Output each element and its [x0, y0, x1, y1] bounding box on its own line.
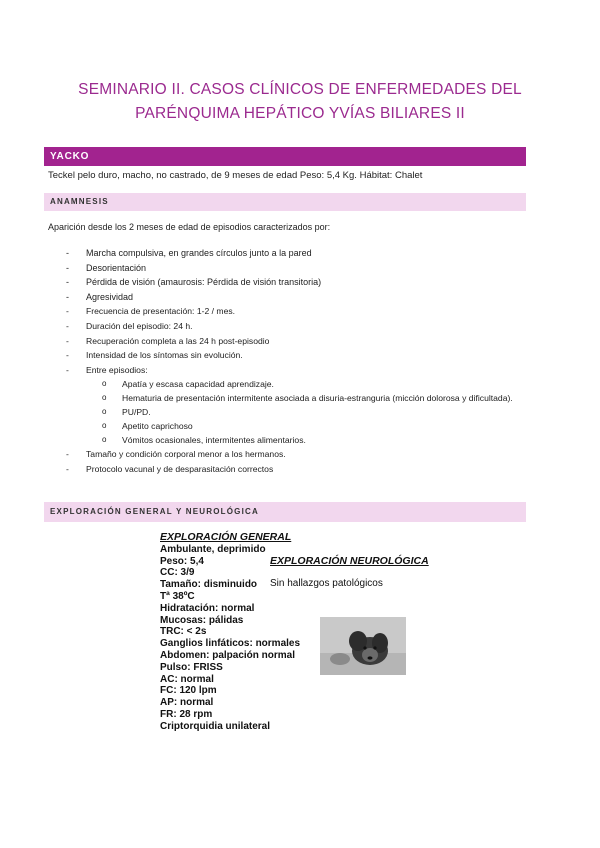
- title-line-1: SEMINARIO II. CASOS CLÍNICOS DE ENFERMEDADES DEL: [78, 81, 522, 98]
- neurological-exploration: [270, 555, 429, 589]
- list-item-label: Entre episodios:: [86, 364, 148, 375]
- list-item: - Agresividad: [66, 290, 526, 305]
- sub-list: [86, 377, 526, 447]
- neurological-result: Sin hallazgos patológicos: [270, 578, 383, 589]
- exam-item: FR: 28 rpm: [160, 708, 213, 720]
- exam-item: Mucosas: pálidas: [160, 614, 244, 626]
- list-item: - Desorientación: [66, 261, 526, 276]
- exam-item: Abdomen: palpación normal: [160, 649, 296, 661]
- list-item: - Duración del episodio: 24 h.: [66, 319, 526, 334]
- sub-list-item: o Apetito caprichoso: [86, 419, 526, 433]
- sub-list-item: o PU/PD.: [86, 405, 526, 419]
- list-item: - Recuperación completa a las 24 h post-episodio: [66, 334, 526, 349]
- list-item: - Intensidad de los síntomas sin evolución.: [66, 348, 526, 363]
- list-item: - Protocolo vacunal y de desparasitación correctos: [66, 462, 526, 477]
- neurological-exploration-title: EXPLORACIÓN NEUROLÓGICA: [270, 555, 429, 567]
- patient-description: Teckel pelo duro, macho, no castrado, de 9 meses de edad Peso: 5,4 Kg. Hábitat: Chalet: [48, 170, 423, 181]
- exam-item: Peso: 5,4: [160, 555, 204, 567]
- patient-name-header: YACKO: [44, 147, 526, 166]
- exam-item: Ambulante, deprimido: [160, 543, 266, 555]
- title-line-2: PARÉNQUIMA HEPÁTICO YVÍAS BILIARES II: [135, 105, 465, 122]
- exam-item: FC: 120 lpm: [160, 685, 217, 697]
- sub-list-item: o Vómitos ocasionales, intermitentes alimentarios.: [86, 433, 526, 447]
- list-item: - Marcha compulsiva, en grandes círculos junto a la pared: [66, 246, 526, 261]
- exam-item: AP: normal: [160, 697, 214, 709]
- list-item: - Tamaño y condición corporal menor a los hermanos.: [66, 447, 526, 462]
- general-exploration-title: EXPLORACIÓN GENERAL: [160, 531, 292, 543]
- anamnesis-list: [66, 246, 526, 477]
- exam-item: Tamaño: disminuido: [160, 579, 258, 591]
- exam-item: CC: 3/9: [160, 567, 195, 579]
- list-item: - Frecuencia de presentación: 1-2 / mes.: [66, 304, 526, 319]
- list-item: - Pérdida de visión (amaurosis: Pérdida de visión transitoria): [66, 275, 526, 290]
- exam-item: Criptorquidia unilateral: [160, 720, 271, 732]
- anamnesis-intro: Aparición desde los 2 meses de edad de episodios caracterizados por:: [48, 222, 331, 232]
- exam-item: Pulso: FRISS: [160, 661, 223, 673]
- dog-photo: [320, 617, 406, 675]
- sub-list-item: o Apatía y escasa capacidad aprendizaje.: [86, 377, 526, 391]
- exam-item: Tª 38ºC: [160, 590, 195, 602]
- list-item: [66, 363, 526, 448]
- exam-item: Ganglios linfáticos: normales: [160, 638, 301, 650]
- dog-illustration: [320, 617, 406, 675]
- exam-item: TRC: < 2s: [160, 626, 207, 638]
- exploration-header: EXPLORACIÓN GENERAL Y NEUROLÓGICA: [44, 502, 526, 522]
- exam-item: Hidratación: normal: [160, 602, 255, 614]
- page-title: [0, 78, 600, 126]
- sub-list-item: o Hematuria de presentación intermitente asociada a disuria-estranguria (micción dolorosa y dificultada).: [86, 391, 526, 405]
- exam-item: AC: normal: [160, 673, 214, 685]
- anamnesis-header: ANAMNESIS: [44, 193, 526, 211]
